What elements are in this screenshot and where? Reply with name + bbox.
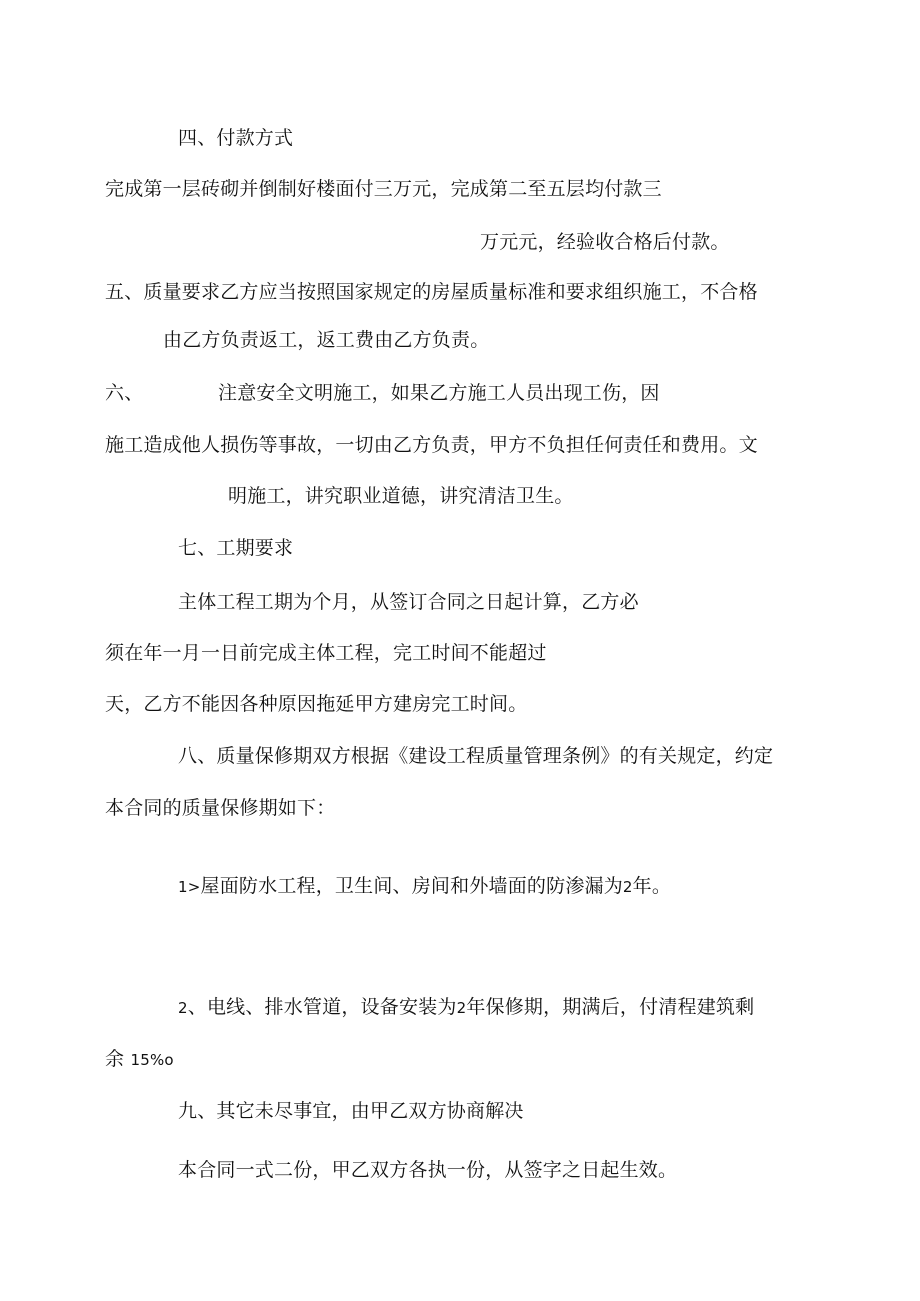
item-2-years: 2 (456, 999, 467, 1017)
item-1-years: 2 (622, 878, 633, 896)
warranty-item-2 (178, 995, 754, 1020)
section-5-line-1: 五、质量要求乙方应当按照国家规定的房屋质量标准和要求组织施工，不合格 (105, 281, 758, 303)
section-7-title: 七、工期要求 (178, 537, 294, 559)
section-4-line-2: 万元元，经验收合格后付款。 (480, 231, 730, 253)
item-2-number: 2 (178, 999, 188, 1017)
section-4-title: 四、付款方式 (178, 127, 294, 149)
section-7-line-3: 天，乙方不能因各种原因拖延甲方建房完工时间。 (105, 693, 528, 715)
item-2-line-2-text: 余 (105, 1048, 125, 1070)
section-6-line-3: 明施工，讲究职业道德，讲究清洁卫生。 (228, 485, 574, 507)
section-8-line-2: 本合同的质量保修期如下： (105, 797, 336, 819)
warranty-item-2-line-2 (105, 1047, 174, 1072)
item-2-percent: 15%o (130, 1051, 174, 1069)
section-7-line-1: 主体工程工期为个月，从签订合同之日起计算，乙方必 (178, 591, 639, 613)
item-2-text-b: 年保修期，期满后，付清程建筑剩 (466, 996, 755, 1018)
item-1-text-a: 屋面防水工程，卫生间、房间和外墙面的防渗漏为 (200, 875, 623, 897)
warranty-item-1 (178, 874, 671, 899)
section-5-line-2: 由乙方负责返工，返工费由乙方负责。 (163, 329, 490, 351)
closing-statement: 本合同一式二份，甲乙双方各执一份，从签字之日起生效。 (178, 1159, 678, 1181)
section-7-line-2: 须在年一月一日前完成主体工程，完工时间不能超过 (105, 642, 547, 664)
section-4-line-1: 完成第一层砖砌并倒制好楼面付三万元，完成第二至五层均付款三 (105, 178, 662, 200)
item-1-text-b: 年。 (632, 875, 672, 897)
section-8-line-1: 八、质量保修期双方根据《建设工程质量管理条例》的有关规定，约定 (178, 745, 774, 767)
section-6-number: 六、 (105, 382, 144, 404)
section-6-line-1: 注意安全文明施工，如果乙方施工人员出现工伤，因 (218, 382, 660, 404)
section-9-title: 九、其它未尽事宜，由甲乙双方协商解决 (178, 1100, 524, 1122)
item-1-number: 1> (178, 878, 201, 896)
section-6-line-2: 施工造成他人损伤等事故，一切由乙方负责，甲方不负担任何责任和费用。文 (105, 434, 758, 456)
item-2-text-a: 、电线、排水管道，设备安装为 (187, 996, 457, 1018)
